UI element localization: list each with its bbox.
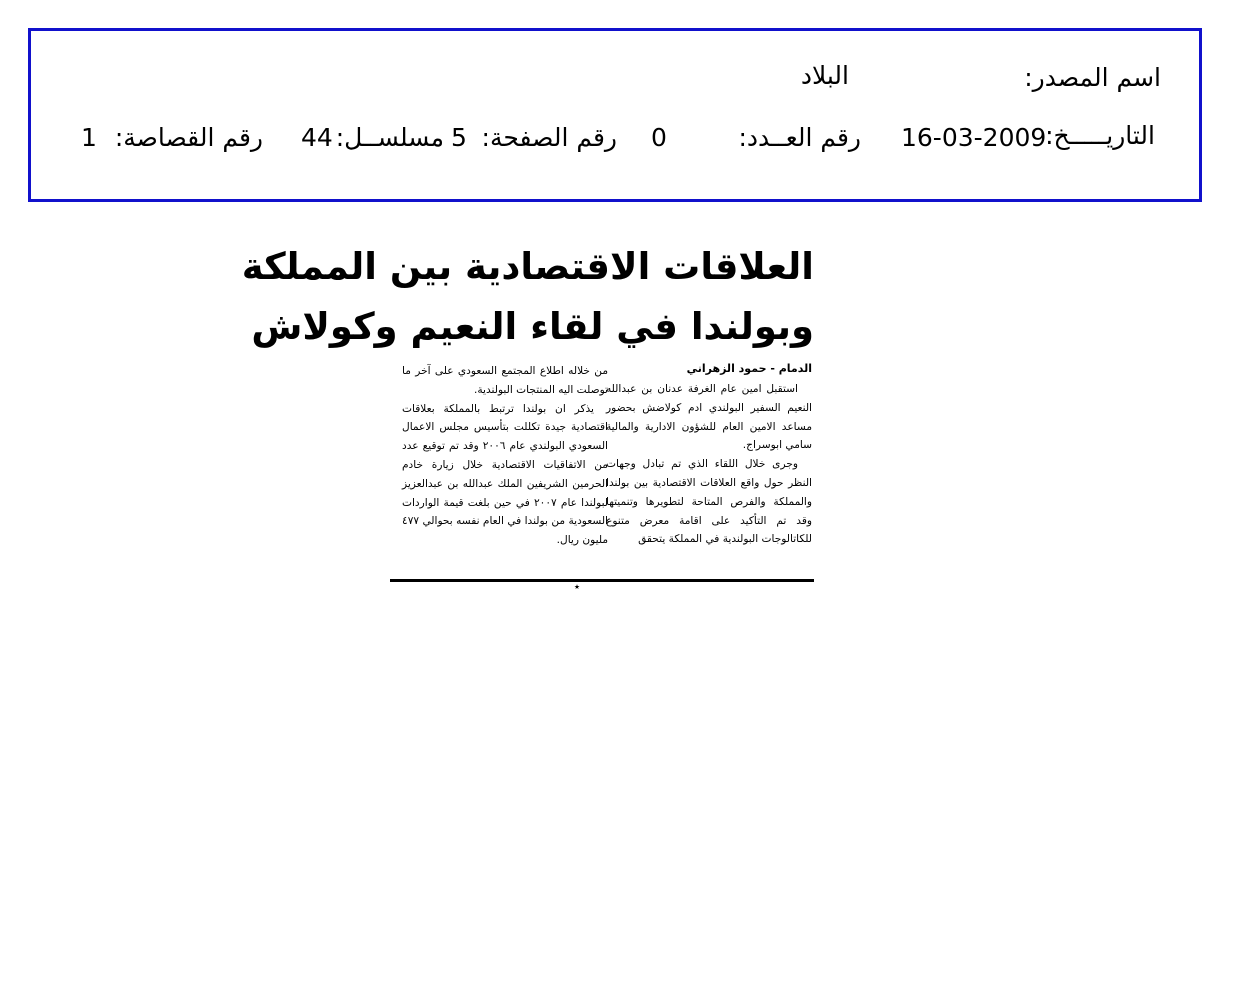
article-column-left [402,362,608,550]
bottom-rule [390,579,814,582]
clip-value: 1 [81,123,97,152]
clip-label: رقم القصاصة: [114,123,263,152]
serial-label: مسلســل: [335,123,444,152]
source-label: اسم المصدر: [1024,63,1161,92]
page-label: رقم الصفحة: [481,123,617,152]
serial-value: 44 [301,123,333,152]
clipping-info-box [28,28,1202,202]
headline-line-1: العلاقات الاقتصادية بين المملكة [241,245,814,288]
article-column-right [606,380,812,549]
issue-label: رقم العــدد: [738,123,861,152]
end-mark: ٭ [574,580,580,593]
date-value: 16-03-2009 [901,123,1047,152]
paragraph: استقبل امين عام الغرفة عدنان بن عبدالله النعيم السفير البولندي ادم كولاضش بحضور مساعد الامين العام للشؤون الادارية والمالية سامي ابوسراج. [606,383,812,452]
issue-value: 0 [651,123,667,152]
paragraph: يذكر ان بولندا ترتبط بالمملكة بعلاقات اقتصادية جيدة تكللت بتأسيس مجلس الاعمال السعودي البولندي عام ٢٠٠٦ وقد تم توقيع عدد من الاتفاقيات الاقتصادية خلال زيارة خادم الحرمين الشريفين الملك عبدالله بن عبدالعزيز لبولندا عام ٢٠٠٧ في حين بلغت قيمة الواردات السعودية من بولندا في العام نفسه بحوالي ٤٧٧ مليون ريال. [402,402,608,547]
date-label: التاريـــــخ: [1045,121,1155,150]
headline-line-2: وبولندا في لقاء النعيم وكولاش [251,305,814,348]
paragraph: وجرى خلال اللقاء الذي تم تبادل وجهات النظر حول واقع العلاقات الاقتصادية بين بولندا والمملكة والفرص المتاحة لتطويرها وتنميتها وقد تم التأكيد على اقامة معرض متنوع للكاتالوجات البولندية في المملكة يتحقق [606,458,812,546]
byline: الدمام - حمود الزهراني [686,362,812,375]
paragraph: من خلاله اطلاع المجتمع السعودي على آخر ما توصلت اليه المنتجات البولندية. [402,365,608,396]
page-value: 5 [451,123,467,152]
newspaper-clipping [241,238,814,593]
source-value: البلاد [800,61,849,90]
